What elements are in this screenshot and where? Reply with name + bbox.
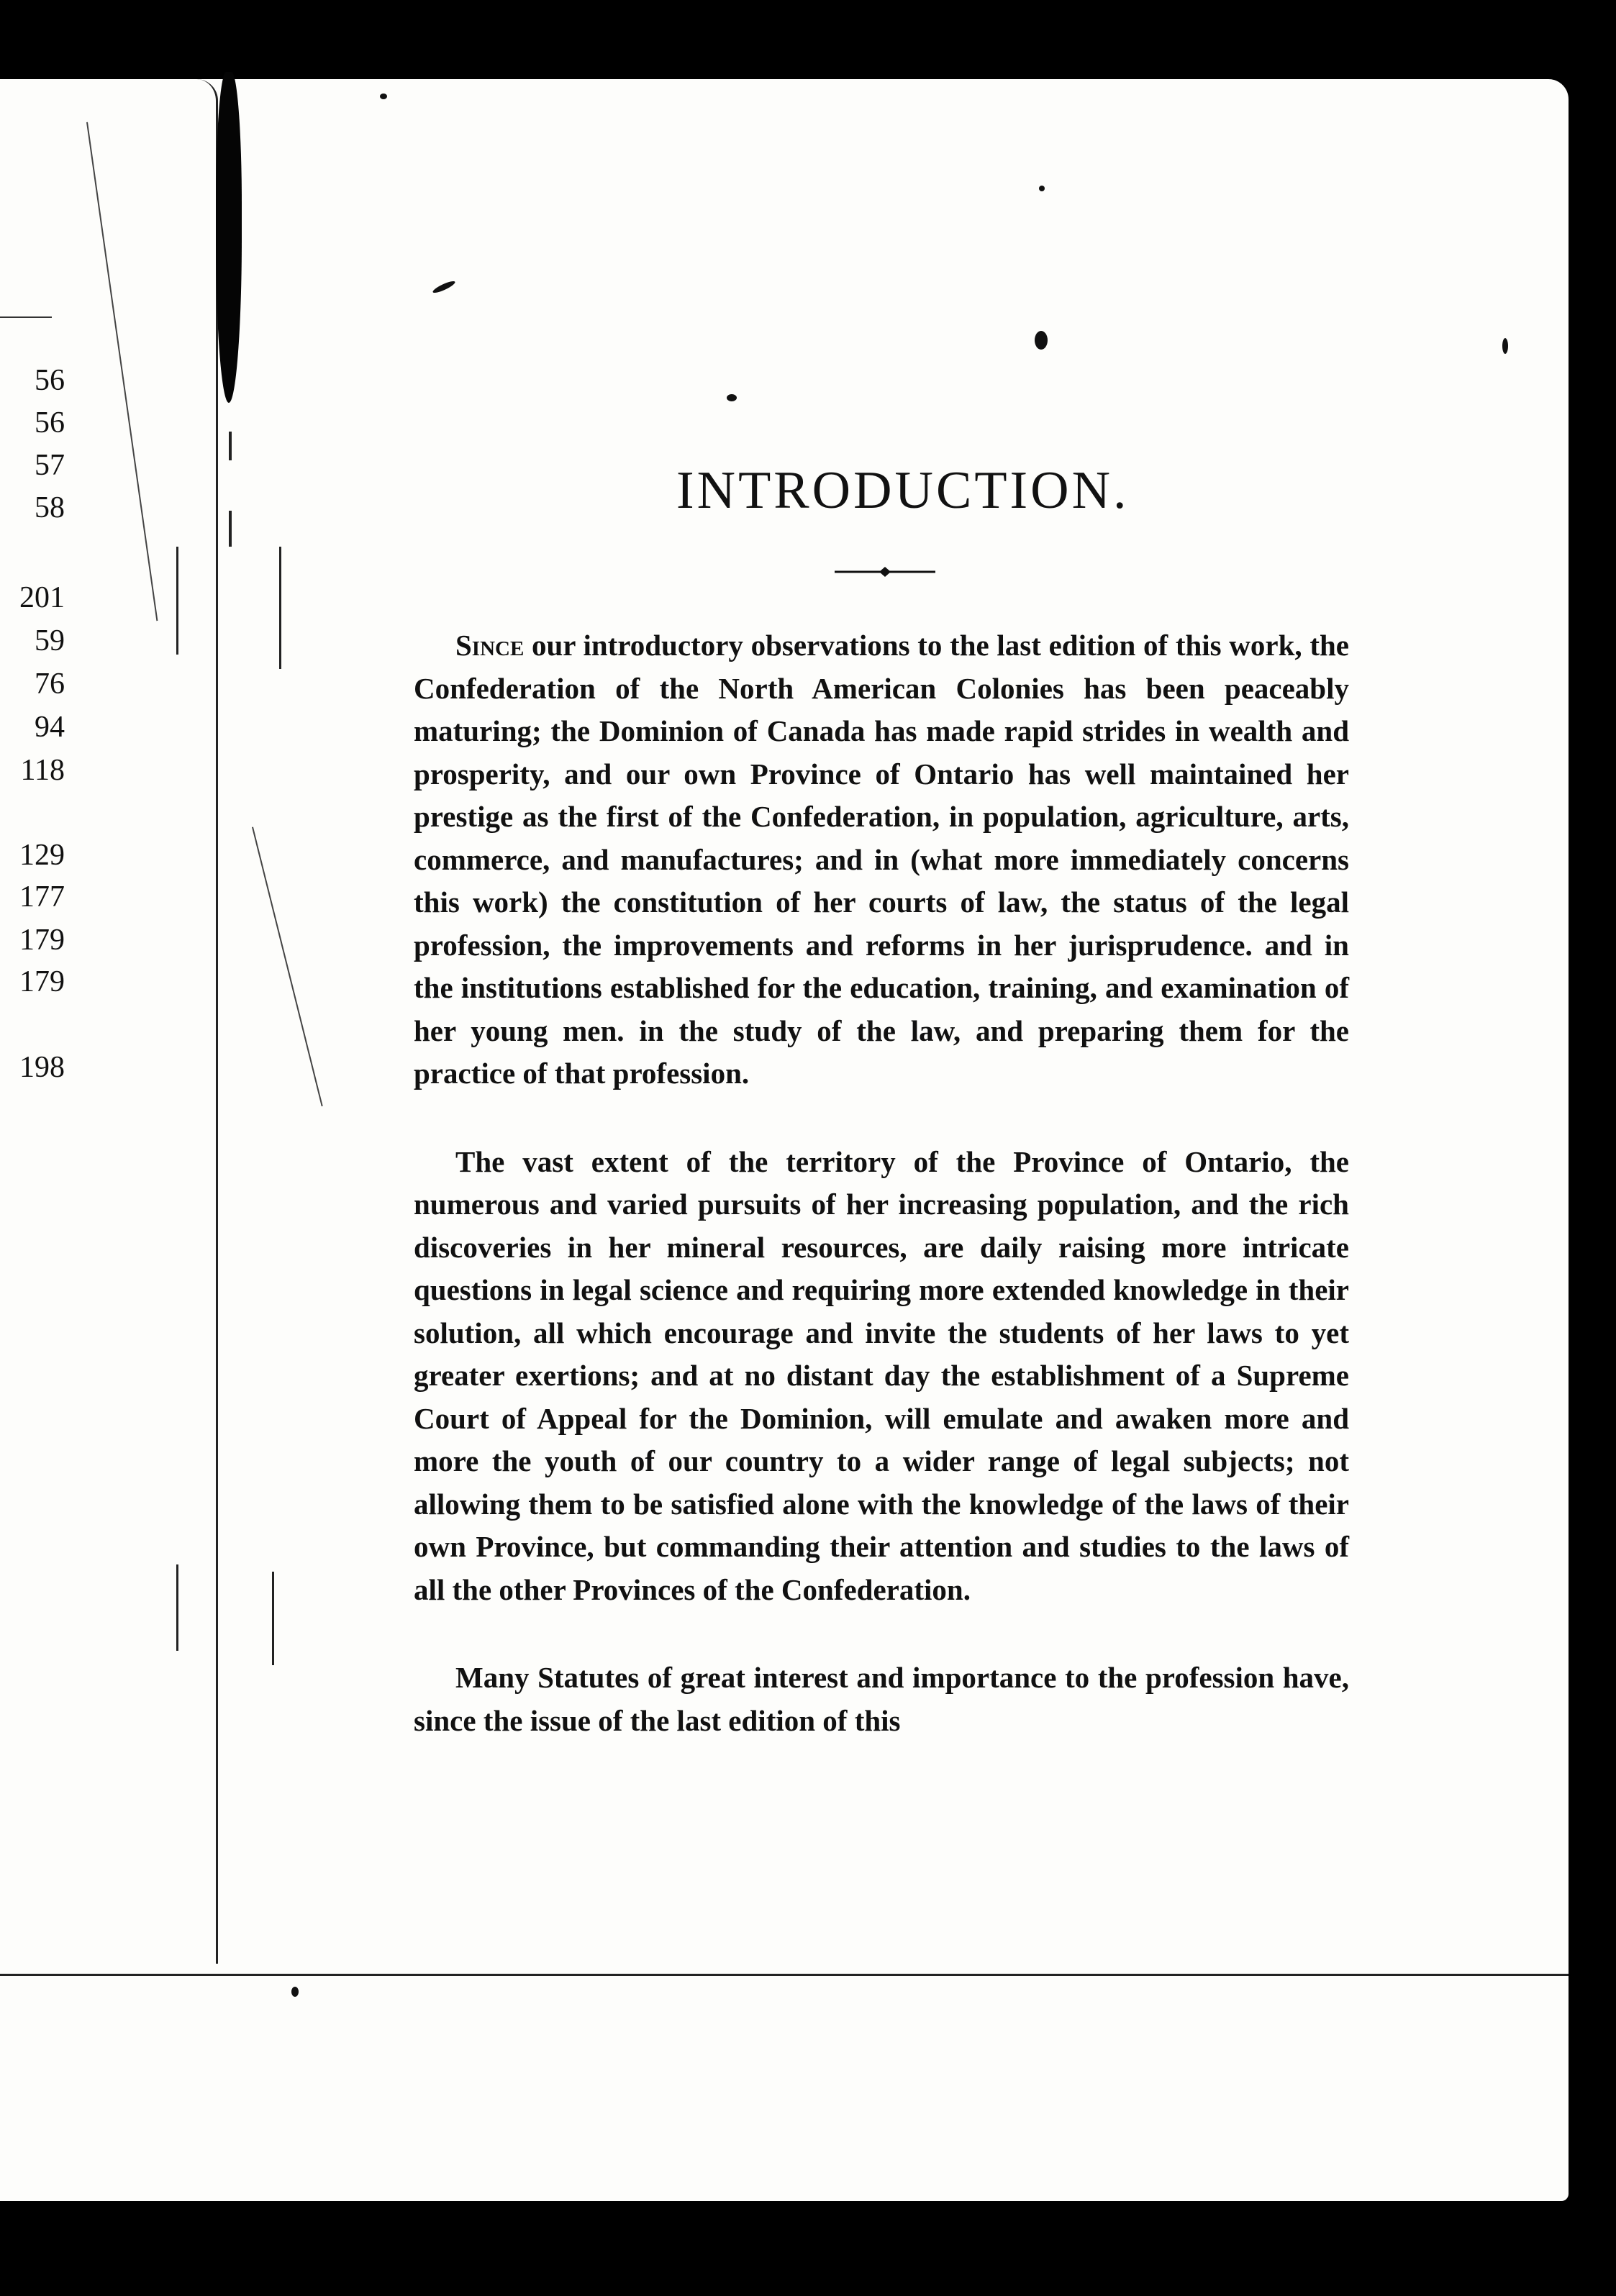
index-number: 58 <box>35 491 65 524</box>
paragraph-text: our introductory observations to the last edition of this work, the Confederation of the North American Colonies has been peaceably maturing; the Dominion of Canada has made rapid strides in wealth and prosperity, and our own Province of Ontario has well maintained her prestige as the first of the Confederation, in population, agriculture, arts, commerce, and manufactures; and in (what more immediately concerns this work) the constitution of her courts of law, the status of the legal profession, the improvements and reforms in her jurisprudence. and in the institutions established for the education, training, and examination of her young men. in the study of the law, and preparing them for the practice of that profession. <box>414 629 1349 1090</box>
page-bottom-rule <box>0 1974 1569 1976</box>
introduction-body <box>414 624 1349 1742</box>
index-number: 179 <box>19 924 65 957</box>
binding-mark <box>279 547 281 669</box>
page-title: INTRODUCTION. <box>676 461 1130 520</box>
index-number: 198 <box>19 1051 65 1084</box>
binding-mark <box>229 432 232 460</box>
facing-page-rule <box>0 316 52 318</box>
ink-speck <box>727 394 737 401</box>
index-number: 129 <box>19 839 65 872</box>
facing-page-edge <box>0 79 218 1964</box>
binding-mark <box>176 1564 178 1651</box>
index-number: 59 <box>35 624 65 657</box>
ink-speck <box>1039 186 1045 191</box>
index-number: 118 <box>20 754 65 787</box>
binding-mark <box>272 1572 274 1665</box>
index-number: 56 <box>35 364 65 397</box>
paragraph <box>414 624 1349 1095</box>
ink-speck <box>380 94 387 99</box>
index-number: 57 <box>35 449 65 482</box>
index-number: 201 <box>19 581 65 614</box>
paragraph <box>414 1657 1349 1742</box>
ink-speck <box>1035 331 1048 350</box>
index-number: 76 <box>35 668 65 701</box>
index-number: 56 <box>35 406 65 439</box>
index-number: 94 <box>35 711 65 744</box>
ink-speck <box>291 1987 299 1997</box>
ink-speck <box>1502 338 1508 354</box>
paragraph-text: Many Statutes of great interest and importance to the profession have, since the issue of the last edition of this <box>414 1661 1349 1737</box>
index-number: 177 <box>19 880 65 914</box>
paragraph-text: The vast extent of the territory of the Province of Ontario, the numerous and varied pursuits of her increasing population, and the rich discoveries in her mineral resources, are daily raising more intricate questions in legal science and requiring more extended knowledge in their solution, all which encourage and invite the students of her laws to yet greater exertions; and at no distant day the establishment of a Supreme Court of Appeal for the Dominion, will emulate and awaken more and more the youth of our country to a wider range of legal subjects; not allowing them to be satisfied alone with the knowledge of the laws of their own Province, but commanding their attention and studies to the laws of all the other Provinces of the Confederation. <box>414 1144 1349 1606</box>
binding-mark <box>176 547 178 655</box>
index-number: 179 <box>19 965 65 998</box>
ink-blot <box>216 72 242 403</box>
paragraph-lead-word: Since <box>455 629 525 662</box>
title-ornament-icon <box>835 567 935 577</box>
binding-mark <box>229 511 232 547</box>
paragraph <box>414 1141 1349 1612</box>
